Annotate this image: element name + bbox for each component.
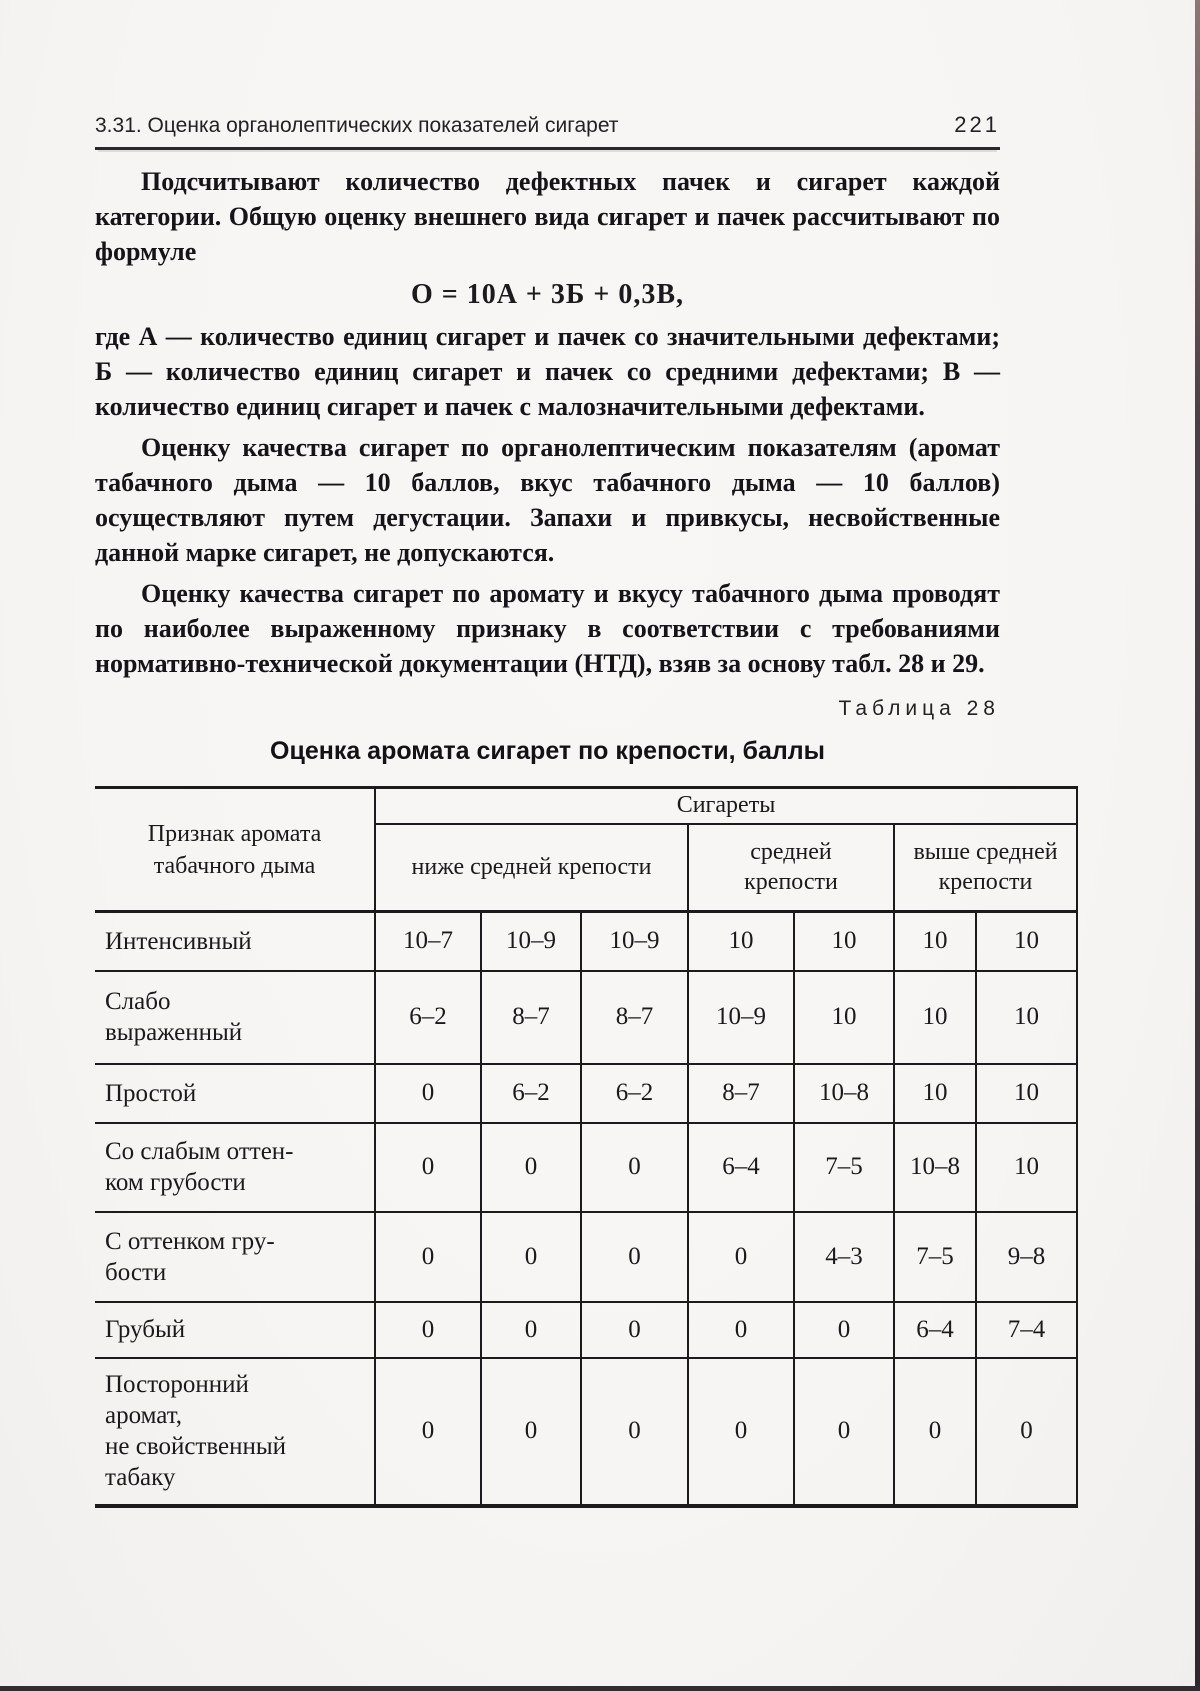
score-cell: 8–7 (688, 1064, 794, 1123)
table-row (95, 1064, 1077, 1123)
score-cell: 10–8 (894, 1123, 976, 1212)
score-cell: 4–3 (794, 1212, 894, 1302)
paragraph-count-defects: Подсчитывают количество дефектных пачек и сигарет каждой категории. Общую оценку внешнего вида сигарет и пачек рассчитывают по формуле (95, 167, 1000, 266)
scan-edge-bottom (0, 1686, 1200, 1691)
score-cell: 6–2 (581, 1064, 688, 1123)
score-cell: 10 (976, 1064, 1077, 1123)
score-cell: 0 (481, 1302, 581, 1358)
score-cell: 0 (894, 1358, 976, 1506)
table-row (95, 1123, 1077, 1212)
table-number-label: Таблица 28 (838, 697, 1000, 720)
score-cell: 10–9 (688, 971, 794, 1064)
aroma-rating-table (95, 786, 1078, 1508)
score-cell: 0 (375, 1302, 481, 1358)
score-cell: 10 (976, 971, 1077, 1064)
score-cell: 10–7 (375, 912, 481, 971)
score-cell: 7–4 (976, 1302, 1077, 1358)
row-label: Посторонний аромат, не свойственный табаку (105, 1371, 287, 1491)
score-cell: 7–5 (894, 1212, 976, 1302)
score-cell: 0 (481, 1123, 581, 1212)
score-cell: 10 (794, 912, 894, 971)
score-cell: 0 (688, 1302, 794, 1358)
score-cell: 10 (794, 971, 894, 1064)
score-cell: 8–7 (581, 971, 688, 1064)
score-cell: 0 (375, 1064, 481, 1123)
paragraph-ntd: Оценку качества сигарет по аромату и вкусу табачного дыма проводят по наиболее выраженному признаку в соответствии с требованиями нормативно-технической документации (НТД), взяв за основу табл. 28 и 29. (95, 579, 1000, 678)
group-medium: средней крепости (688, 824, 894, 912)
score-cell: 0 (375, 1358, 481, 1506)
group-above-medium: выше средней крепости (894, 824, 1077, 912)
row-label: Интенсивный (95, 912, 375, 971)
score-cell: 10 (894, 1064, 976, 1123)
score-cell: 0 (581, 1123, 688, 1212)
row-label: Грубый (95, 1302, 375, 1358)
score-cell: 10 (894, 971, 976, 1064)
group-below-medium: ниже средней крепости (375, 824, 688, 912)
score-cell: 0 (581, 1302, 688, 1358)
score-cell: 10 (976, 912, 1077, 971)
score-cell: 10–9 (581, 912, 688, 971)
row-label: Простой (95, 1064, 375, 1123)
running-head (95, 112, 1000, 150)
score-cell: 0 (375, 1123, 481, 1212)
score-cell: 10–8 (794, 1064, 894, 1123)
score-cell: 8–7 (481, 971, 581, 1064)
table-header-row-top (95, 788, 1077, 824)
score-cell: 0 (688, 1358, 794, 1506)
paragraph-formula-legend: где А — количество единиц сигарет и пачек со значительными дефектами; Б — количество единиц сигарет и пачек со средними дефектами; В — количество единиц сигарет и пачек с малозначительными дефектами. (95, 322, 1000, 421)
table-row (95, 1358, 1077, 1506)
table-row (95, 971, 1077, 1064)
scan-edge-right (1195, 0, 1200, 1691)
score-cell: 6–4 (894, 1302, 976, 1358)
score-cell: 6–4 (688, 1123, 794, 1212)
row-label: Слабо выраженный (95, 971, 375, 1064)
score-cell: 0 (581, 1212, 688, 1302)
score-cell: 10 (976, 1123, 1077, 1212)
score-cell: 0 (375, 1212, 481, 1302)
page-content (95, 112, 1058, 1508)
score-cell: 9–8 (976, 1212, 1077, 1302)
score-cell: 6–2 (375, 971, 481, 1064)
row-label: С оттенком гру- бости (95, 1212, 375, 1302)
row-header-cell: Признак аромата табачного дыма (95, 788, 375, 912)
score-cell: 0 (581, 1358, 688, 1506)
score-cell: 0 (481, 1358, 581, 1506)
page-number: 221 (954, 112, 1000, 137)
score-cell: 6–2 (481, 1064, 581, 1123)
score-cell: 10–9 (481, 912, 581, 971)
row-label: Со слабым оттен- ком грубости (95, 1123, 375, 1212)
body-text (95, 164, 1000, 681)
score-cell: 0 (481, 1212, 581, 1302)
score-cell: 10 (894, 912, 976, 971)
score-cell: 0 (794, 1358, 894, 1506)
score-cell: 7–5 (794, 1123, 894, 1212)
table-row (95, 912, 1077, 971)
table-title: Оценка аромата сигарет по крепости, баллы (270, 737, 825, 765)
table-row (95, 1212, 1077, 1302)
score-cell: 0 (794, 1302, 894, 1358)
formula: О = 10А + 3Б + 0,3В, (410, 279, 685, 310)
cigarettes-header-cell: Сигареты (375, 788, 1077, 824)
score-cell: 0 (688, 1212, 794, 1302)
score-cell: 10 (688, 912, 794, 971)
table-row (95, 1302, 1077, 1358)
score-cell: 0 (976, 1358, 1077, 1506)
section-heading: 3.31. Оценка органолептических показателей сигарет (95, 114, 619, 137)
paragraph-tasting: Оценку качества сигарет по органолептическим показателям (аромат табачного дыма — 10 баллов, вкус табачного дыма — 10 баллов) осуществляют путем дегустации. Запахи и привкусы, несвойственные данной марке сигарет, не допускаются. (95, 433, 1000, 567)
